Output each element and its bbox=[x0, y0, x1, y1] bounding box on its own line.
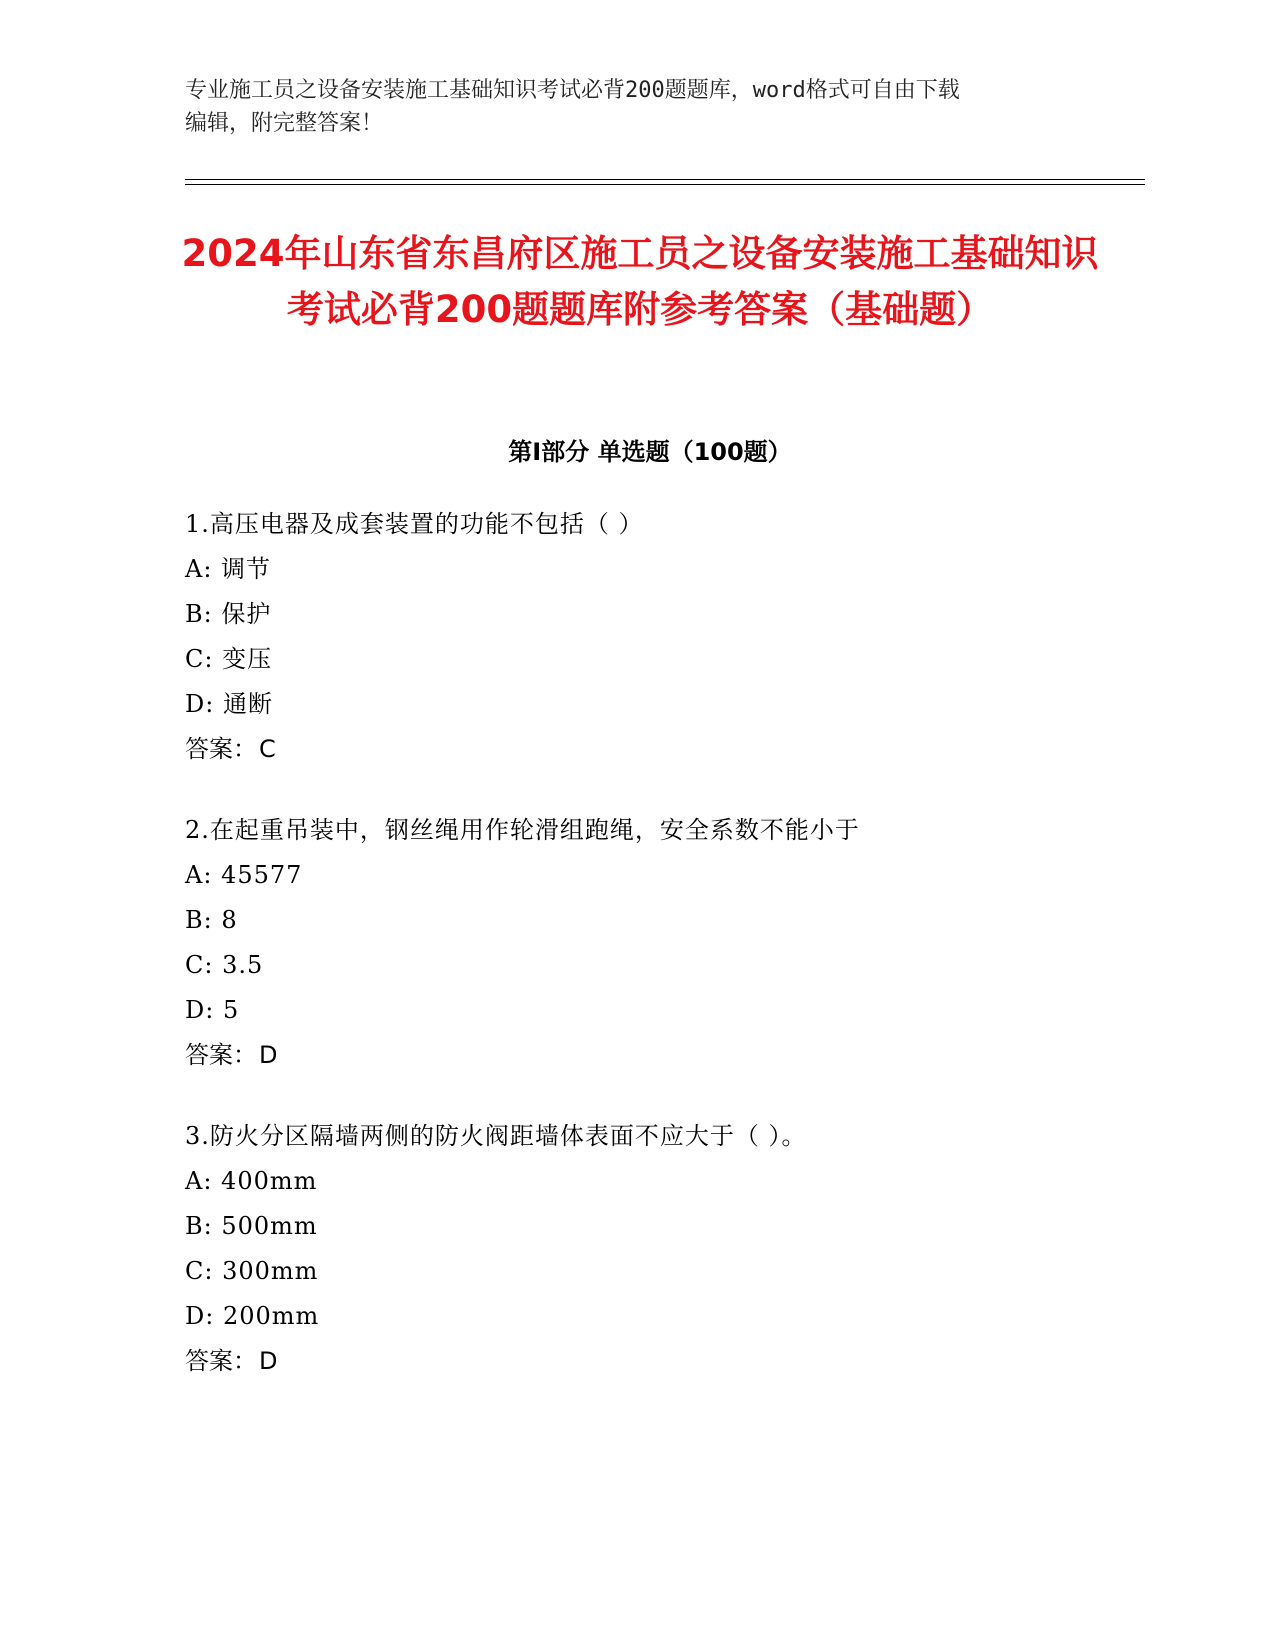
question-3 bbox=[185, 1114, 1115, 1384]
answer-label: 答案： bbox=[185, 1041, 257, 1069]
document-title: 2024年山东省东昌府区施工员之设备安装施工基础知识考试必背200题题库附参考答案（基础题） bbox=[181, 232, 1099, 331]
option-d: D: 5 bbox=[185, 996, 240, 1024]
option-a: A: 调节 bbox=[185, 555, 272, 583]
answer-label: 答案： bbox=[185, 735, 257, 763]
answer-line bbox=[185, 1033, 1115, 1078]
option-a: A: 45577 bbox=[185, 861, 303, 889]
question-stem: 3.防火分区隔墙两侧的防火阀距墙体表面不应大于（ ）。 bbox=[185, 1122, 807, 1150]
question-stem: 2.在起重吊装中，钢丝绳用作轮滑组跑绳，安全系数不能小于 bbox=[185, 816, 860, 844]
header-divider-top bbox=[185, 179, 1145, 180]
answer-value: D bbox=[259, 1347, 278, 1375]
header-note-line-2: 编辑，附完整答案！ bbox=[185, 111, 384, 136]
option-c: C: 变压 bbox=[185, 645, 273, 673]
question-stem: 1.高压电器及成套装置的功能不包括（ ） bbox=[185, 510, 644, 538]
option-d: D: 通断 bbox=[185, 690, 273, 718]
option-c: C: 300mm bbox=[185, 1257, 319, 1285]
answer-value: C bbox=[259, 735, 276, 763]
option-b: B: 8 bbox=[185, 906, 238, 934]
question-2 bbox=[185, 808, 1115, 1078]
answer-value: D bbox=[259, 1041, 278, 1069]
option-b: B: 保护 bbox=[185, 600, 272, 628]
answer-line bbox=[185, 1339, 1115, 1384]
option-b: B: 500mm bbox=[185, 1212, 318, 1240]
header-note-line-1: 专业施工员之设备安装施工基础知识考试必背200题题库，word格式可自由下载 bbox=[185, 78, 960, 103]
section-title: 第Ⅰ部分 单选题（100题） bbox=[508, 438, 792, 466]
question-1 bbox=[185, 502, 1115, 772]
answer-line bbox=[185, 727, 1115, 772]
answer-label: 答案： bbox=[185, 1347, 257, 1375]
header-note bbox=[185, 74, 1065, 140]
option-d: D: 200mm bbox=[185, 1302, 320, 1330]
header-divider-bottom bbox=[185, 184, 1145, 185]
option-c: C: 3.5 bbox=[185, 951, 264, 979]
option-a: A: 400mm bbox=[185, 1167, 318, 1195]
